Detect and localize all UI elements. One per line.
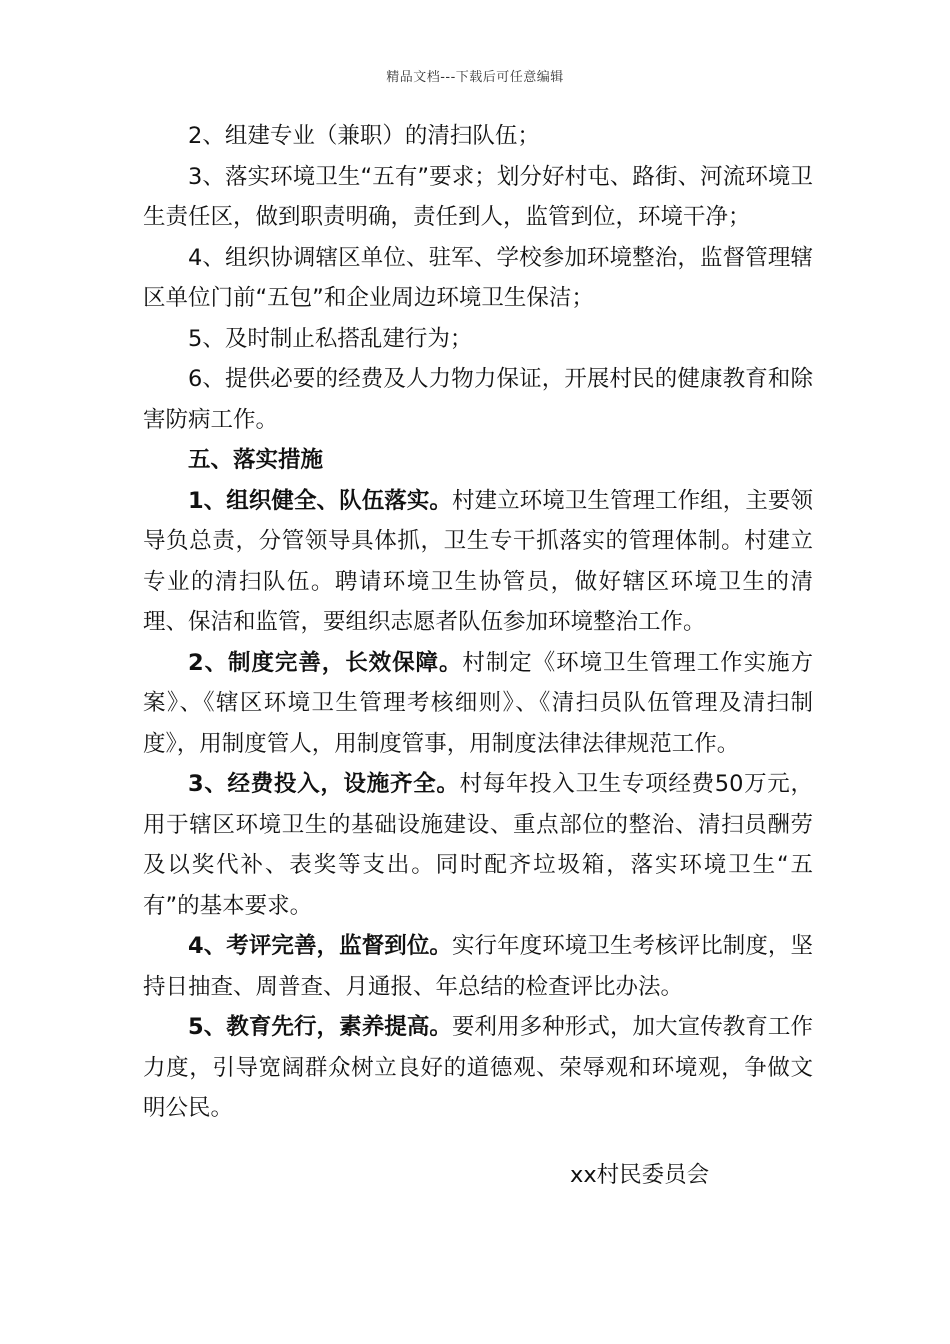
measure-4-lead: 4、考评完善，监督到位。 — [188, 933, 452, 959]
measure-2-lead: 2、制度完善，长效保障。 — [188, 649, 463, 676]
measure-5 — [143, 1007, 813, 1129]
measure-1-lead: 1、组织健全、队伍落实。 — [188, 487, 452, 514]
measure-2-text: 村制定《环境卫生管理工作实施方案》、《辖区环境卫生管理考核细则》、《清扫员队伍管理及清扫制度》，用制度管人，用制度管事，用制度法律法律规范工作。 — [143, 649, 813, 757]
measure-3-lead: 3、经费投入，设施齐全。 — [188, 771, 460, 797]
list-item-5: 5、及时制止私搭乱建行为； — [188, 325, 473, 352]
measure-3 — [143, 764, 813, 926]
list-item-6: 6、提供必要的经费及人力物力保证，开展村民的健康教育和除害防病工作。 — [143, 366, 813, 433]
measure-3-text: 村每年投入卫生专项经费50万元，用于辖区环境卫生的基础设施建设、重点部位的整治、清扫员酬劳及以奖代补、表奖等支出。同时配齐垃圾箱，落实环境卫生“五有”的基本要求。 — [143, 771, 813, 919]
measure-1-text: 村建立环境卫生管理工作组，主要领导负总责，分管领导具体抓，卫生专干抓落实的管理体制。村建立专业的清扫队伍。聘请环境卫生协管员，做好辖区环境卫生的清理、保洁和监管，要组织志愿者队伍参加环境整治工作。 — [143, 487, 813, 635]
list-item-2: 2、组建专业（兼职）的清扫队伍； — [188, 123, 540, 149]
list-item-4: 4、组织协调辖区单位、驻军、学校参加环境整治，监督管理辖区单位门前“五包”和企业周边环境卫生保洁； — [143, 244, 813, 311]
document-body — [143, 116, 813, 1129]
measure-4-text: 实行年度环境卫生考核评比制度，坚持日抽查、周普查、月通报、年总结的检查评比办法。 — [143, 933, 813, 1000]
section-heading: 五、落实措施 — [188, 447, 324, 473]
measure-5-lead: 5、教育先行，素养提高。 — [188, 1014, 452, 1040]
signature: xx村民委员会 — [570, 1162, 710, 1188]
list-item-3: 3、落实环境卫生“五有”要求；划分好村屯、路街、河流环境卫生责任区，做到职责明确，责任到人，监管到位，环境干净； — [143, 163, 813, 230]
measure-1 — [143, 481, 813, 643]
measure-4 — [143, 926, 813, 1007]
page-header-note: 精品文档---下载后可任意编辑 — [386, 70, 564, 85]
measure-2 — [143, 643, 813, 765]
measure-5-text: 要利用多种形式，加大宣传教育工作力度，引导宽阔群众树立良好的道德观、荣辱观和环境观，争做文明公民。 — [143, 1014, 813, 1121]
